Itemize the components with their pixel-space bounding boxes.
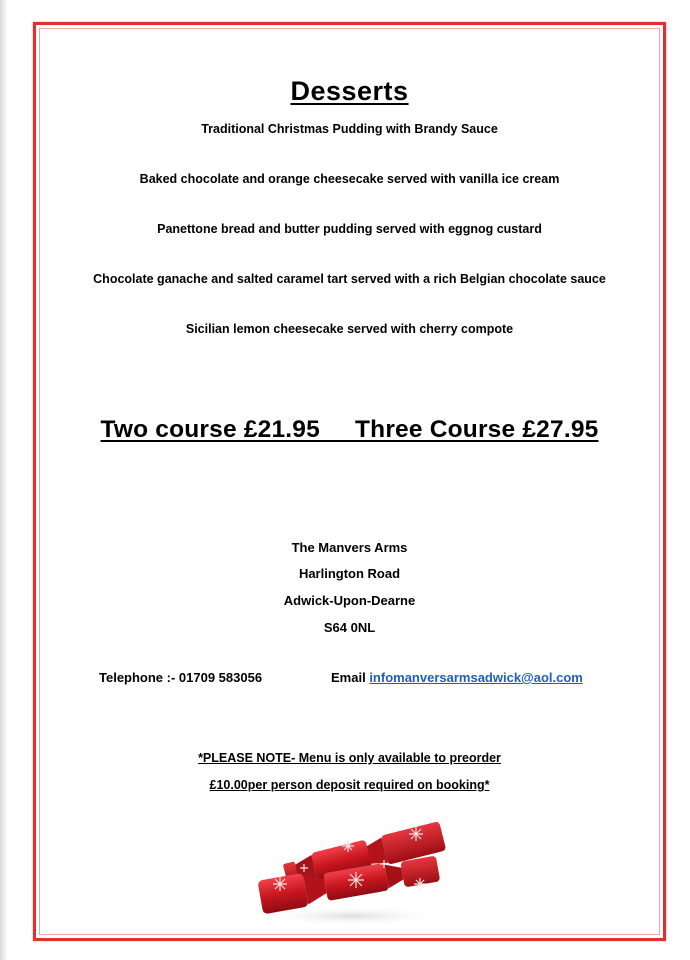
venue-postcode: S64 0NL <box>323 620 376 635</box>
dessert-item-5: Sicilian lemon cheesecake served with cherry compote <box>185 322 514 336</box>
dessert-item-4: Chocolate ganache and salted caramel tart served with a rich Belgian chocolate sauce <box>93 272 606 286</box>
page-title: Desserts <box>290 76 409 106</box>
email-label: Email <box>331 670 366 685</box>
telephone-number: Telephone :- 01709 583056 <box>99 670 263 685</box>
menu-border-inner <box>39 28 660 935</box>
dessert-item-2: Baked chocolate and orange cheesecake served with vanilla ice cream <box>139 172 560 186</box>
course-pricing: Two course £21.95 Three Course £27.95 <box>100 416 599 443</box>
email-line <box>331 670 583 685</box>
venue-name: The Manvers Arms <box>291 540 408 555</box>
venue-town: Adwick-Upon-Dearne <box>283 593 416 608</box>
venue-street: Harlington Road <box>298 566 401 581</box>
menu-border-frame <box>33 22 666 941</box>
page-edge-shadow <box>0 0 8 960</box>
dessert-item-3: Panettone bread and butter pudding served with eggnog custard <box>157 222 542 236</box>
christmas-cracker-icon <box>244 808 458 930</box>
christmas-cracker-image <box>244 808 458 930</box>
dessert-item-1: Traditional Christmas Pudding with Brandy Sauce <box>201 122 498 136</box>
deposit-note: £10.00per person deposit required on booking* <box>209 778 490 792</box>
email-link[interactable]: infomanversarmsadwick@aol.com <box>369 670 583 685</box>
preorder-note: *PLEASE NOTE- Menu is only available to preorder <box>198 751 501 765</box>
